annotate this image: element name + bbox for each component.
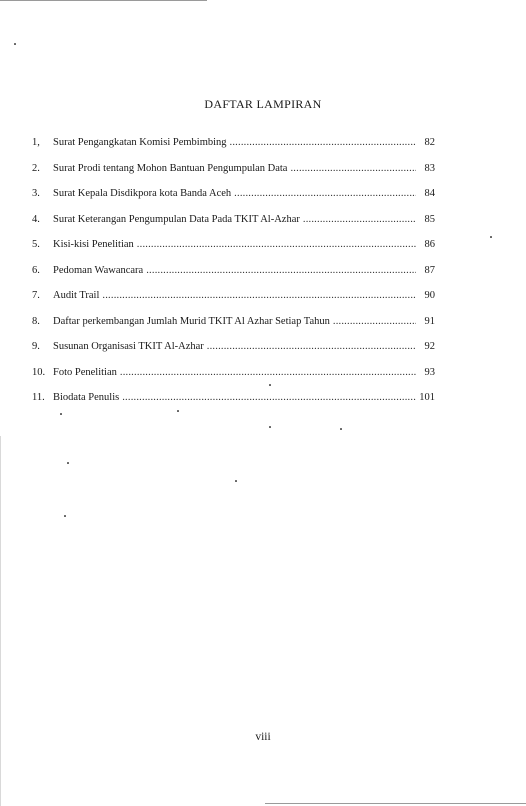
dot-leader bbox=[303, 213, 416, 226]
entry-label: Kisi-kisi Penelitian bbox=[53, 239, 134, 250]
entry-label-wrap bbox=[53, 187, 416, 200]
entry-label-wrap bbox=[53, 213, 416, 226]
scan-bottom-rule bbox=[265, 803, 526, 804]
entry-label-wrap bbox=[53, 238, 416, 251]
entry-page-number: 82 bbox=[424, 137, 435, 148]
entry-number: 11. bbox=[32, 392, 45, 403]
entry-label-wrap bbox=[53, 264, 416, 277]
appendix-entry bbox=[32, 366, 435, 392]
appendix-entry bbox=[32, 136, 435, 162]
entry-label-wrap bbox=[53, 391, 416, 404]
entry-label: Daftar perkembangan Jumlah Murid TKIT Al Azhar Setiap Tahun bbox=[53, 315, 330, 327]
entry-label: Surat Pengangkatan Komisi Pembimbing bbox=[53, 137, 227, 148]
entry-page-number: 90 bbox=[424, 290, 435, 301]
entry-page-number: 93 bbox=[424, 366, 435, 378]
entry-number: 8. bbox=[32, 315, 40, 327]
appendix-entry bbox=[32, 238, 435, 264]
appendix-entry bbox=[32, 213, 435, 239]
entry-page-number: 84 bbox=[424, 188, 435, 199]
entry-page-number: 92 bbox=[424, 341, 435, 352]
scan-left-edge bbox=[0, 436, 1, 806]
scan-speck bbox=[340, 428, 342, 430]
scan-speck bbox=[64, 515, 66, 517]
scan-speck bbox=[235, 480, 237, 482]
entry-label: Surat Kepala Disdikpora kota Banda Aceh bbox=[53, 188, 232, 199]
scan-speck bbox=[14, 43, 16, 45]
page-title: DAFTAR LAMPIRAN bbox=[204, 97, 322, 111]
dot-leader bbox=[333, 315, 416, 328]
entry-page-number: 85 bbox=[424, 213, 435, 225]
dot-leader bbox=[290, 162, 416, 175]
dot-leader bbox=[234, 187, 416, 200]
entry-label-wrap bbox=[53, 315, 416, 328]
dot-leader bbox=[122, 391, 416, 404]
scan-speck bbox=[490, 236, 492, 238]
entry-number: 1, bbox=[32, 137, 40, 148]
page-number: viii bbox=[255, 731, 271, 743]
appendix-entry bbox=[32, 187, 435, 213]
appendix-entry bbox=[32, 340, 435, 366]
entry-number: 6. bbox=[32, 264, 40, 276]
entry-label-wrap bbox=[53, 136, 416, 149]
entry-number: 10. bbox=[32, 366, 46, 378]
appendix-list bbox=[32, 136, 435, 417]
entry-label-wrap bbox=[53, 366, 416, 379]
dot-leader bbox=[102, 289, 416, 302]
entry-page-number: 101 bbox=[419, 392, 435, 403]
entry-number: 7. bbox=[32, 290, 40, 301]
entry-page-number: 83 bbox=[424, 162, 435, 174]
scan-speck bbox=[67, 462, 69, 464]
entry-page-number: 91 bbox=[424, 315, 435, 327]
entry-label: Audit Trail bbox=[53, 290, 100, 301]
dot-leader bbox=[120, 366, 416, 379]
entry-label-wrap bbox=[53, 289, 416, 302]
entry-number: 4. bbox=[32, 213, 40, 225]
entry-label: Surat Prodi tentang Mohon Bantuan Pengumpulan Data bbox=[53, 162, 288, 174]
entry-label: Foto Penelitian bbox=[53, 366, 117, 378]
appendix-entry bbox=[32, 315, 435, 341]
entry-label: Biodata Penulis bbox=[53, 392, 120, 403]
dot-leader bbox=[146, 264, 416, 277]
entry-number: 5. bbox=[32, 239, 40, 250]
appendix-entry bbox=[32, 391, 435, 417]
entry-page-number: 87 bbox=[424, 264, 435, 276]
entry-label: Susunan Organisasi TKIT Al-Azhar bbox=[53, 341, 204, 352]
appendix-entry bbox=[32, 162, 435, 188]
appendix-entry bbox=[32, 289, 435, 315]
entry-number: 2. bbox=[32, 162, 40, 174]
entry-label-wrap bbox=[53, 162, 416, 175]
appendix-entry bbox=[32, 264, 435, 290]
entry-number: 3. bbox=[32, 188, 40, 199]
dot-leader bbox=[137, 238, 416, 251]
dot-leader bbox=[207, 340, 416, 353]
entry-label-wrap bbox=[53, 340, 416, 353]
entry-label: Surat Keterangan Pengumpulan Data Pada TKIT Al-Azhar bbox=[53, 213, 300, 225]
entry-page-number: 86 bbox=[424, 239, 435, 250]
scan-top-rule bbox=[0, 0, 207, 1]
dot-leader bbox=[230, 136, 416, 149]
entry-label: Pedoman Wawancara bbox=[53, 264, 144, 276]
scan-speck bbox=[269, 426, 271, 428]
entry-number: 9. bbox=[32, 341, 40, 352]
